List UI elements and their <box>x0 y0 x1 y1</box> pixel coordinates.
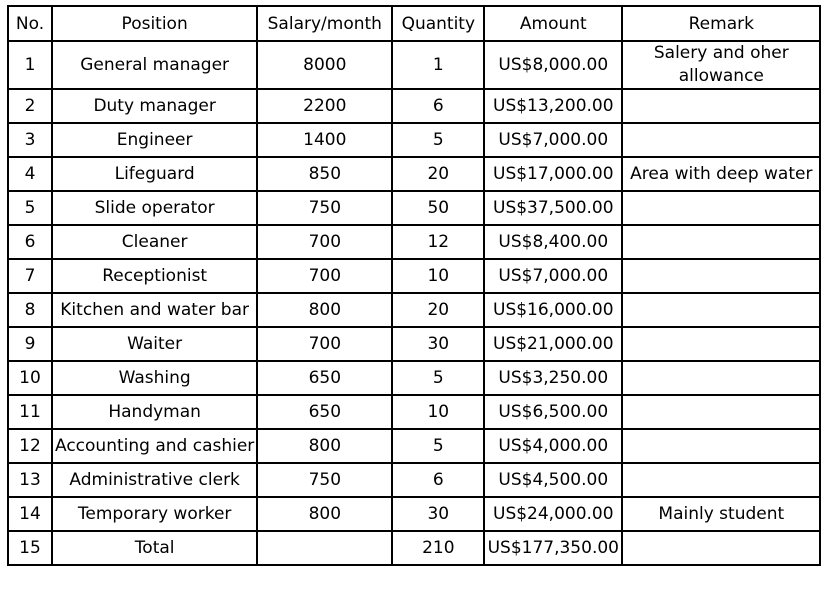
cell-position: Waiter <box>52 327 257 361</box>
cell-no: 12 <box>8 429 52 463</box>
cell-salary: 700 <box>257 327 392 361</box>
cell-remark <box>622 89 820 123</box>
cell-no: 7 <box>8 259 52 293</box>
header-remark: Remark <box>622 6 820 41</box>
table-row <box>8 463 820 497</box>
cell-salary: 2200 <box>257 89 392 123</box>
cell-quantity: 50 <box>392 191 484 225</box>
cell-salary: 750 <box>257 191 392 225</box>
cell-amount: US$8,000.00 <box>484 41 622 89</box>
cell-no: 2 <box>8 89 52 123</box>
table-row <box>8 41 820 89</box>
cell-salary: 8000 <box>257 41 392 89</box>
header-position: Position <box>52 6 257 41</box>
cell-amount: US$3,250.00 <box>484 361 622 395</box>
cell-salary: 850 <box>257 157 392 191</box>
cell-no: 14 <box>8 497 52 531</box>
cell-no: 1 <box>8 41 52 89</box>
header-amount: Amount <box>484 6 622 41</box>
cell-remark <box>622 463 820 497</box>
cell-salary: 800 <box>257 429 392 463</box>
cell-salary: 1400 <box>257 123 392 157</box>
cell-remark <box>622 293 820 327</box>
cell-salary: 750 <box>257 463 392 497</box>
cell-amount: US$37,500.00 <box>484 191 622 225</box>
cell-no: 8 <box>8 293 52 327</box>
cell-remark <box>622 361 820 395</box>
cell-position: General manager <box>52 41 257 89</box>
cell-quantity: 5 <box>392 361 484 395</box>
cell-no: 11 <box>8 395 52 429</box>
cell-position: Receptionist <box>52 259 257 293</box>
table-row <box>8 293 820 327</box>
cell-remark <box>622 259 820 293</box>
cell-remark <box>622 191 820 225</box>
cell-no: 5 <box>8 191 52 225</box>
cell-no: 6 <box>8 225 52 259</box>
cell-quantity: 12 <box>392 225 484 259</box>
cell-amount: US$16,000.00 <box>484 293 622 327</box>
cell-remark <box>622 123 820 157</box>
cell-quantity: 6 <box>392 89 484 123</box>
cell-quantity: 5 <box>392 123 484 157</box>
cell-amount: US$4,000.00 <box>484 429 622 463</box>
cell-position: Slide operator <box>52 191 257 225</box>
cell-quantity: 30 <box>392 497 484 531</box>
cell-salary <box>257 531 392 565</box>
cell-salary: 800 <box>257 497 392 531</box>
cell-amount: US$4,500.00 <box>484 463 622 497</box>
cell-salary: 800 <box>257 293 392 327</box>
cell-amount: US$7,000.00 <box>484 123 622 157</box>
cell-no: 10 <box>8 361 52 395</box>
table-row <box>8 327 820 361</box>
cell-position: Temporary worker <box>52 497 257 531</box>
cell-remark <box>622 531 820 565</box>
cell-remark <box>622 225 820 259</box>
cell-position: Duty manager <box>52 89 257 123</box>
cell-salary: 700 <box>257 225 392 259</box>
table-row <box>8 89 820 123</box>
cell-amount: US$177,350.00 <box>484 531 622 565</box>
cell-quantity: 10 <box>392 259 484 293</box>
cell-quantity: 10 <box>392 395 484 429</box>
cell-quantity: 20 <box>392 157 484 191</box>
table-row <box>8 429 820 463</box>
cell-quantity: 5 <box>392 429 484 463</box>
cell-no: 15 <box>8 531 52 565</box>
cell-remark: Salery and oher allowance <box>622 41 820 89</box>
table-row <box>8 191 820 225</box>
cell-amount: US$8,400.00 <box>484 225 622 259</box>
cell-amount: US$24,000.00 <box>484 497 622 531</box>
cell-position: Engineer <box>52 123 257 157</box>
header-quantity: Quantity <box>392 6 484 41</box>
total-row <box>8 531 820 565</box>
header-no: No. <box>8 6 52 41</box>
cell-position: Cleaner <box>52 225 257 259</box>
cell-quantity: 6 <box>392 463 484 497</box>
cell-amount: US$17,000.00 <box>484 157 622 191</box>
cell-quantity: 20 <box>392 293 484 327</box>
cell-quantity: 210 <box>392 531 484 565</box>
cell-remark: Mainly student <box>622 497 820 531</box>
cell-no: 4 <box>8 157 52 191</box>
cell-amount: US$21,000.00 <box>484 327 622 361</box>
cell-salary: 700 <box>257 259 392 293</box>
cell-amount: US$13,200.00 <box>484 89 622 123</box>
cell-amount: US$7,000.00 <box>484 259 622 293</box>
cell-amount: US$6,500.00 <box>484 395 622 429</box>
cell-position: Total <box>52 531 257 565</box>
cell-remark: Area with deep water <box>622 157 820 191</box>
cell-quantity: 1 <box>392 41 484 89</box>
cell-position: Washing <box>52 361 257 395</box>
table-row <box>8 361 820 395</box>
cell-no: 3 <box>8 123 52 157</box>
table-row <box>8 497 820 531</box>
cell-salary: 650 <box>257 361 392 395</box>
cell-quantity: 30 <box>392 327 484 361</box>
cell-remark <box>622 395 820 429</box>
table-row <box>8 395 820 429</box>
cell-no: 13 <box>8 463 52 497</box>
cell-position: Accounting and cashier <box>52 429 257 463</box>
cell-position: Administrative clerk <box>52 463 257 497</box>
cell-remark <box>622 429 820 463</box>
header-salary: Salary/month <box>257 6 392 41</box>
cell-position: Lifeguard <box>52 157 257 191</box>
cell-no: 9 <box>8 327 52 361</box>
cell-position: Handyman <box>52 395 257 429</box>
cell-position: Kitchen and water bar <box>52 293 257 327</box>
cell-salary: 650 <box>257 395 392 429</box>
cell-remark <box>622 327 820 361</box>
table-row <box>8 123 820 157</box>
table-row <box>8 157 820 191</box>
header-row <box>8 6 820 41</box>
staff-salary-table <box>7 5 821 566</box>
table-row <box>8 259 820 293</box>
table-row <box>8 225 820 259</box>
